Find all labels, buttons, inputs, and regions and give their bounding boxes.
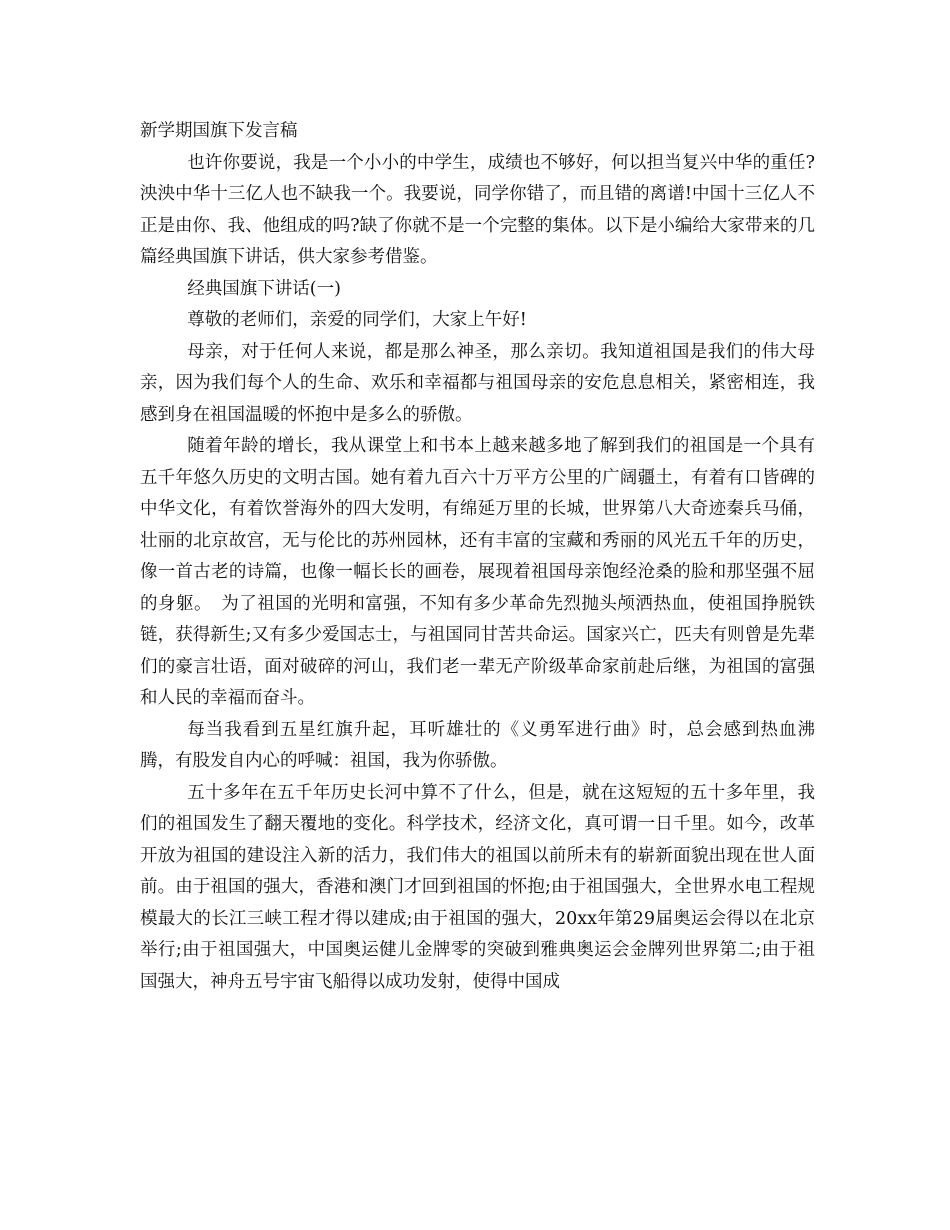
body-paragraph: 随着年龄的增长，我从课堂上和书本上越来越多地了解到我们的祖国是一个具有五千年悠久历史的文明古国。她有着九百六十万平方公里的广阔疆土，有着有口皆碑的中华文化，有着饮誉海外的四大发明，有绵延万里的长城，世界第八大奇迹秦兵马俑，壮丽的北京故宫，无与伦比的苏州园林，还有丰富的宝藏和秀丽的风光五千年的历史，像一首古老的诗篇，也像一幅长长的画卷，展现着祖国母亲饱经沧桑的脸和那坚强不屈的身躯。 为了祖国的光明和富强，不知有多少革命先烈抛头颅洒热血，使祖国挣脱铁链，获得新生;又有多少爱国志士，与祖国同甘苦共命运。国家兴亡，匹夫有则曾是先辈们的豪言壮语，面对破碎的河山，我们老一辈无产阶级革命家前赴后继，为祖国的富强和人民的幸福而奋斗。	[140, 436, 815, 708]
document-title: 新学期国旗下发言稿	[140, 121, 298, 141]
body-paragraph: 母亲，对于任何人来说，都是那么神圣，那么亲切。我知道祖国是我们的伟大母亲，因为我们每个人的生命、欢乐和幸福都与祖国母亲的安危息息相关，紧密相连，我感到身在祖国温暖的怀抱中是多么的骄傲。	[140, 341, 815, 425]
body-paragraph: 每当我看到五星红旗升起，耳听雄壮的《义勇军进行曲》时，总会感到热血沸腾，有股发自内心的呼喊：祖国，我为你骄傲。	[140, 719, 815, 771]
intro-paragraph: 也许你要说，我是一个小小的中学生，成绩也不够好，何以担当复兴中华的重任?泱泱中华十三亿人也不缺我一个。我要说，同学你错了，而且错的离谱!中国十三亿人不正是由你、我、他组成的吗?缺了你就不是一个完整的集体。以下是小编给大家带来的几篇经典国旗下讲话，供大家参考借鉴。	[140, 152, 815, 267]
body-paragraph: 五十多年在五千年历史长河中算不了什么，但是，就在这短短的五十多年里，我们的祖国发生了翻天覆地的变化。科学技术，经济文化，真可谓一日千里。如今，改革开放为祖国的建设注入新的活力，我们伟大的祖国以前所未有的崭新面貌出现在世人面前。由于祖国的强大，香港和澳门才回到祖国的怀抱;由于祖国强大，全世界水电工程规模最大的长江三峡工程才得以建成;由于祖国的强大，20xx年第29届奥运会得以在北京举行;由于祖国强大，中国奥运健儿金牌零的突破到雅典奥运会金牌列世界第二;由于祖国强大，神舟五号宇宙飞船得以成功发射，使得中国成	[140, 782, 815, 992]
document-body	[140, 116, 815, 998]
speech-heading: 经典国旗下讲话(一)	[187, 278, 341, 299]
greeting-paragraph: 尊敬的老师们，亲爱的同学们，大家上午好!	[187, 310, 527, 330]
